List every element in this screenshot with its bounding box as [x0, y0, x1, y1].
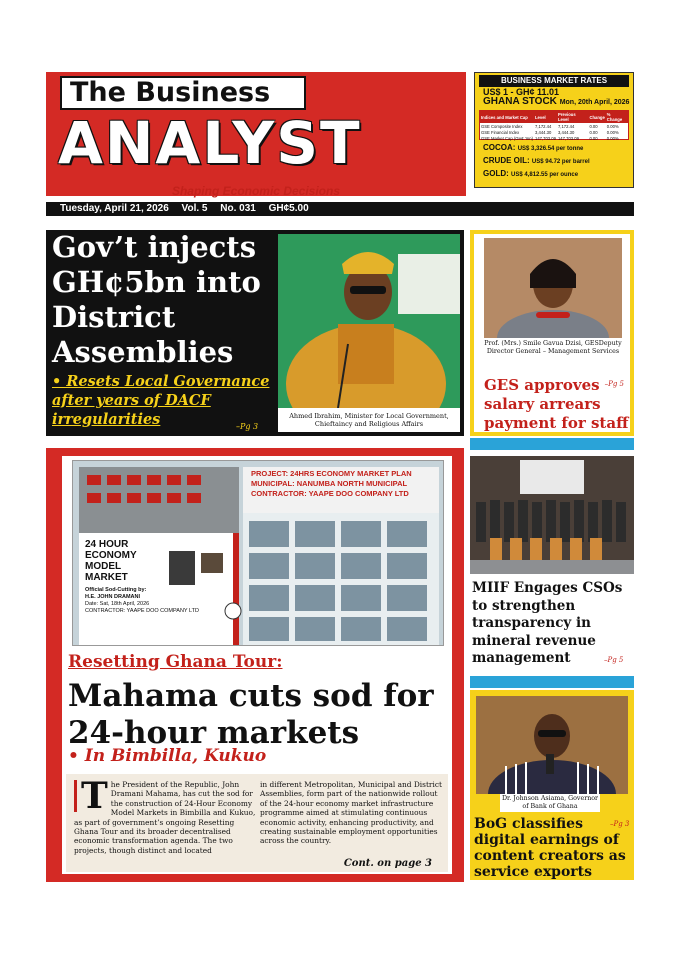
lead-story[interactable]: [46, 230, 464, 436]
cocoa-price: [475, 142, 633, 155]
gse-cell: 0.00%: [606, 135, 619, 141]
bog-caption: Dr. Johnson Asiama, Governor of Bank of Ghana: [501, 795, 599, 810]
lead-photo-caption: Ahmed Ibrahim, Minister for Local Government, Chieftaincy and Religious Affairs: [278, 408, 460, 432]
billboard-details: [85, 587, 205, 615]
gse-th: % Change: [606, 111, 628, 123]
date-bar: [46, 202, 634, 216]
lead-subhead: • Resets Local Governance after years of DACF irregularities: [52, 373, 270, 428]
billboard-contractor: CONTRACTOR: YAAPE DOO COMPANY LTD: [251, 489, 409, 498]
masthead-name-top: The Business: [60, 76, 306, 110]
gse-cell: 7,172.44: [557, 123, 575, 129]
miif-photo: [470, 456, 634, 574]
issue-number: No. 031: [220, 203, 256, 214]
ghana-stock-date: Mon, 20th April, 2026: [559, 99, 630, 106]
bog-story[interactable]: [470, 690, 634, 880]
table-row: [480, 135, 628, 141]
ges-headline[interactable]: GES approves salary arrears payment for staff: [484, 376, 629, 432]
divider-bar: [470, 438, 634, 450]
gse-cell: 0.00: [589, 135, 598, 141]
main-headline[interactable]: Mahama cuts sod for 24-hour markets: [68, 678, 434, 751]
body-column-1: [74, 775, 258, 855]
gse-cell: 147,703.09: [557, 135, 579, 141]
issue-volume: Vol. 5: [181, 203, 208, 214]
ges-illustration: [484, 238, 622, 338]
gold-price: [475, 168, 633, 181]
gse-cell: 147,703.09: [535, 135, 556, 141]
main-story-panel: [62, 456, 452, 874]
billboard-project: PROJECT: 24HRS ECONOMY MARKET PLAN: [251, 469, 412, 478]
body-column-2: in different Metropolitan, Municipal and District Assemblies, form part of the nationwide rollout of the 24-hour economy market infrastructure programme aimed at stimulating continuous economic activity, enhancing productivity, and creating sustainable employment opportunities across the country.: [260, 780, 442, 846]
gse-cell: 0.00%: [606, 123, 619, 129]
sod-cutting-photo: [72, 460, 444, 646]
bog-page-ref: –Pg 3: [610, 820, 630, 828]
billboard-person: H.E. JOHN DRAMANI: [85, 594, 141, 600]
main-body: [66, 774, 448, 872]
billboard-header: [251, 469, 441, 499]
ges-caption: Prof. (Mrs.) Smile Gavua Dzisi, GESDeputy Director General – Management Services: [484, 340, 622, 355]
gse-table-header: [480, 111, 628, 123]
drop-cap: T: [74, 780, 108, 812]
crude-price: [475, 155, 633, 168]
issue-price: GH¢5.00: [268, 203, 309, 214]
minister-illustration: [278, 234, 460, 408]
governor-illustration: [476, 696, 628, 794]
gse-th: Previous Level: [557, 111, 588, 123]
lead-page-ref: –Pg 3: [236, 422, 259, 431]
ghana-stock-label: GHANA STOCK: [483, 96, 557, 107]
gse-cell: 0.00: [589, 129, 598, 135]
masthead-tagline: Shaping Economic Decisions: [171, 184, 341, 198]
bog-headline[interactable]: BoG classifies digital earnings of content creators as service exports: [474, 816, 626, 880]
issue-date: Tuesday, April 21, 2026: [60, 203, 169, 214]
ghana-stock-line: [475, 97, 633, 108]
gse-cell: 0.00: [589, 123, 598, 129]
billboard-municipal: MUNICIPAL: NANUMBA NORTH MUNICIPAL: [251, 479, 408, 488]
main-subhead: • In Bimbilla, Kukuo: [68, 746, 267, 766]
cocoa-label: COCOA:: [483, 143, 516, 152]
divider-bar: [470, 676, 634, 688]
crude-label: CRUDE OIL:: [483, 156, 530, 165]
fx-rate: US$ 1 - GH¢ 11.01: [483, 87, 560, 97]
ges-photo: [484, 238, 622, 338]
market-rates-box: [474, 72, 634, 188]
billboard-sod: Official Sod-Cutting by:: [85, 587, 147, 593]
body-text-1: he President of the Republic, John Dramani Mahama, has cut the sod for the construction of 24-Hour Economy Model Markets in Bimbilla and Kukuo, as part of government’s ongoing Resetting Ghana Tour and its broader decentralised economic transformation agenda. The two projects, though distinct and located: [74, 780, 256, 855]
gse-cell: 0.00%: [606, 129, 619, 135]
gse-cell: GSE Composite Index: [481, 123, 523, 129]
gse-cell: 3,444.30: [535, 129, 552, 135]
gse-th: Indices and Market Cap: [480, 111, 534, 123]
miif-group-illustration: [470, 456, 634, 574]
bog-governor-photo: [476, 696, 628, 794]
gold-value: US$ 4,812.55 per ounce: [511, 172, 579, 178]
gse-cell: 7,172.44: [535, 123, 552, 129]
gse-table: [479, 110, 629, 140]
minister-photo: [278, 234, 460, 432]
billboard-title: 24 HOUR ECONOMY MODEL MARKET: [85, 539, 137, 583]
gse-th: Level: [534, 111, 557, 123]
ges-story[interactable]: [470, 230, 634, 436]
miif-headline[interactable]: MIIF Engages CSOs to strengthen transparency in mineral revenue management: [472, 580, 623, 666]
continued-link[interactable]: Cont. on page 3: [343, 858, 432, 869]
cocoa-value: US$ 3,326.54 per tonne: [517, 146, 584, 152]
crude-value: US$ 94.72 per barrel: [531, 159, 590, 165]
main-story[interactable]: [46, 448, 464, 882]
lead-headline[interactable]: Gov’t injects GH¢5bn into District Assemblies: [52, 230, 261, 369]
masthead: [46, 72, 466, 196]
gold-label: GOLD:: [483, 169, 509, 178]
main-kicker: Resetting Ghana Tour:: [68, 652, 283, 672]
gse-cell: 3,444.30: [557, 129, 575, 135]
miif-page-ref: –Pg 5: [604, 656, 624, 664]
market-rates-title: BUSINESS MARKET RATES: [479, 75, 629, 87]
billboard-date: Date: Sat, 18th April, 2026: [85, 601, 150, 607]
billboard-contractor-small: CONTRACTOR: YAAPE DOO COMPANY LTD: [85, 608, 199, 614]
ges-page-ref: –Pg 5: [604, 380, 624, 388]
masthead-name-bottom: ANALYST: [58, 109, 362, 177]
gse-cell: GSE Market Cap (GH¢ 'mn): [481, 135, 533, 141]
gse-th: Change: [588, 111, 605, 123]
gse-cell: GSE Financial Index: [481, 129, 520, 135]
